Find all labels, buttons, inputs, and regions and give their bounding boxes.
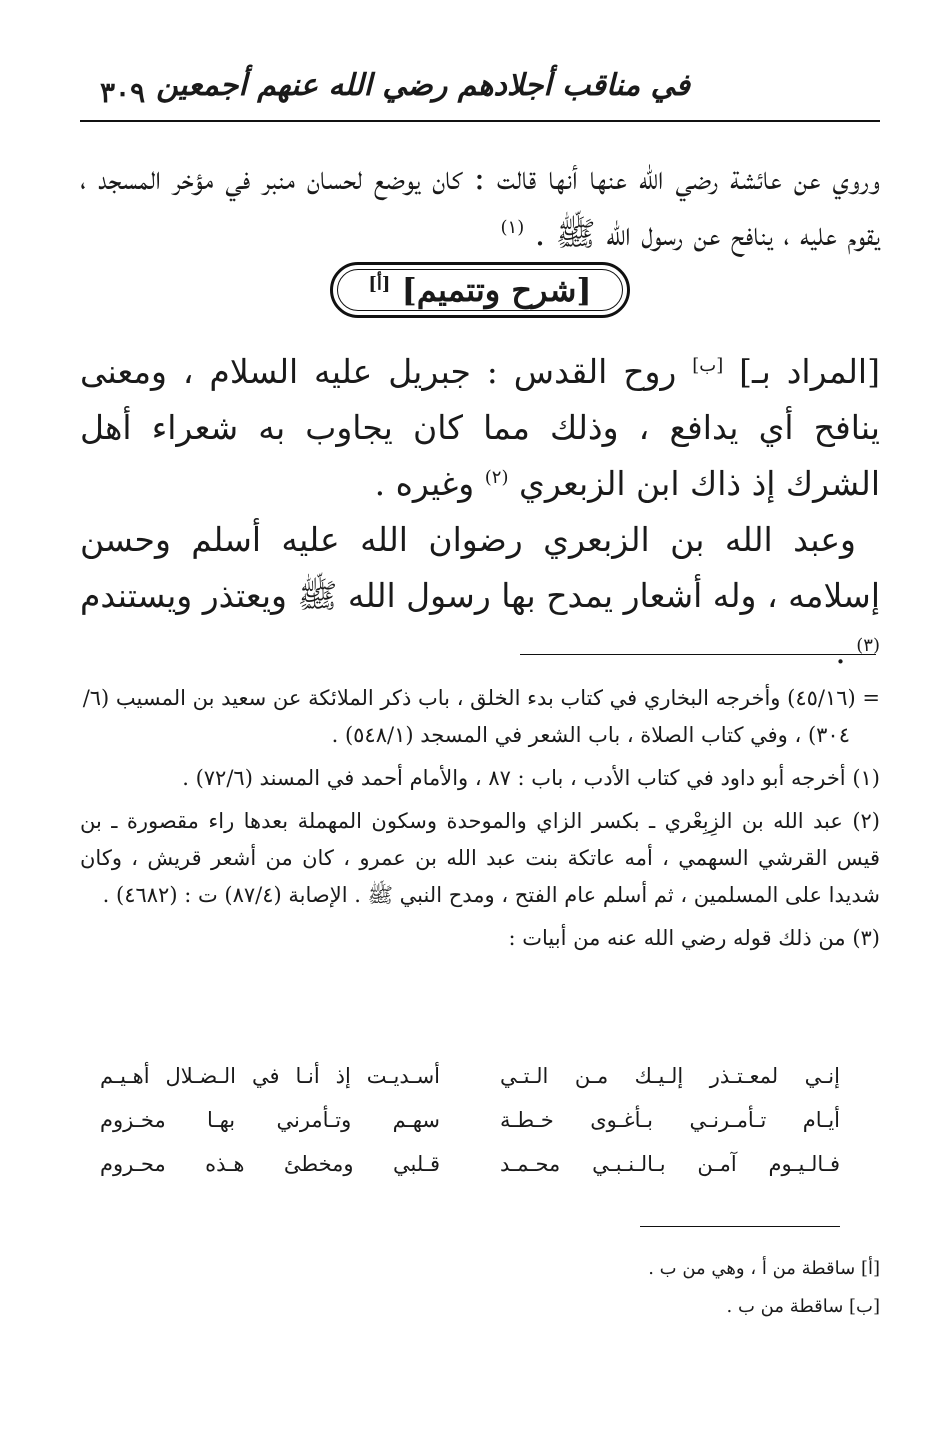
- editor-note-a: [أ] ساقطة من أ ، وهي من ب .: [648, 1258, 880, 1279]
- verse-first-hemistich: إنـي لمعـتـذر إلـيـك مـن الـتـي: [500, 1064, 840, 1088]
- editor-note-b: [ب] ساقطة من ب .: [726, 1296, 880, 1317]
- verse-second-hemistich: سهـم وتـأمرني بهـا مخـزوم: [100, 1108, 440, 1132]
- verse-second-hemistich: أسـديـت إذ أنـا في الـضـلال أهـيـم: [100, 1064, 440, 1088]
- header-title: في مناقب أجلادهم رضي الله عنهم أجمعين: [156, 68, 690, 103]
- footnote-3: (٣) من ذلك قوله رضي الله عنه من أبيات :: [508, 926, 880, 950]
- note-ref-a: [أ]: [368, 273, 391, 295]
- section-title-text: [شرح وتتميم]: [401, 271, 592, 309]
- footnote-1: (١) أخرجه أبو داود في كتاب الأدب ، باب : ٨٧ ، والأمام أحمد في المسند (٧٢/٦) .: [182, 766, 880, 790]
- footnote-continuation: [80, 680, 880, 754]
- section-heading-box: [330, 262, 630, 318]
- editor-notes-separator: [640, 1226, 840, 1227]
- poem-verse: [100, 1054, 840, 1098]
- verse-second-hemistich: قـلبي ومخطئ هـذه محـروم: [100, 1152, 440, 1176]
- footnote-2: (٢) عبد الله بن الزِبِعْري ـ بكسر الزاي والموحدة وسكون المهملة بعدها راء مقصورة ـ بن قيس القرشي السهمي ، أمه عاتكة بنت عبد الله بن عمرو ، كان من أشعر قريش ، وكان شديدا على المسلمين ، ثم أسلم عام الفتح ، ومدح النبي ﷺ . الإصابة (٨٧/٤) ت : (٤٦٨٢) .: [80, 809, 880, 907]
- paragraph-1: [80, 150, 880, 262]
- header-rule: [80, 120, 880, 122]
- footnote-continuation-line2: ٣٠٤) ، وفي كتاب الصلاة ، باب الشعر في المسجد (٥٤٨/١) .: [331, 723, 850, 747]
- section-title: [368, 271, 591, 309]
- poem-verse: [100, 1098, 840, 1142]
- paragraph-3-end: .: [835, 632, 846, 671]
- footnotes: [80, 680, 880, 963]
- paragraph-2-part2: روح القدس : جبريل عليه السلام ، ومعنى ينافح أي يدافع ، وذلك مما كان يجاوب به شعراء أهل الشرك إذ ذاك ابن الزبعري: [80, 352, 880, 503]
- footnote-ref-3: (٣): [856, 635, 880, 656]
- paragraph-2-part1: [المراد بـ]: [739, 352, 880, 391]
- paragraph-3-text: وعبد الله بن الزبعري رضوان الله عليه أسلم وحسن إسلامه ، وله أشعار يمدح بها رسول الله ﷺ ويعتذر ويستندم: [80, 520, 880, 615]
- note-ref-b: [ب]: [692, 355, 724, 376]
- verse-first-hemistich: أيـام تـأمـرنـي بـأغـوى خـطـة: [500, 1108, 840, 1132]
- paragraph-1-text: وروي عن عائشة رضي الله عنها أنها قالت : كان يوضع لحسان منبر في مؤخر المسجد ، يقوم عليه ، ينافح عن رسول الله ﷺ .: [80, 158, 880, 253]
- footnote-separator: [520, 654, 876, 655]
- poem-verse: [100, 1142, 840, 1186]
- verse-first-hemistich: فـالـيـوم آمـن بـالـنـبـي محـمـد: [500, 1152, 840, 1176]
- poem: [100, 1054, 840, 1186]
- footnote-ref-2: (٢): [484, 467, 509, 488]
- page-number: ٣٠٩: [100, 76, 146, 109]
- paragraph-2-part3: وغيره .: [374, 464, 475, 503]
- running-header: [80, 64, 880, 122]
- footnote-ref-1: (١): [500, 217, 525, 238]
- editor-notes: [648, 1250, 880, 1326]
- footnote-continuation-line1: = (٤٥/١٦) وأخرجه البخاري في كتاب بدء الخلق ، باب ذكر الملائكة عن سعيد بن المسيب (٦/: [82, 686, 880, 710]
- paragraph-2: [80, 344, 880, 512]
